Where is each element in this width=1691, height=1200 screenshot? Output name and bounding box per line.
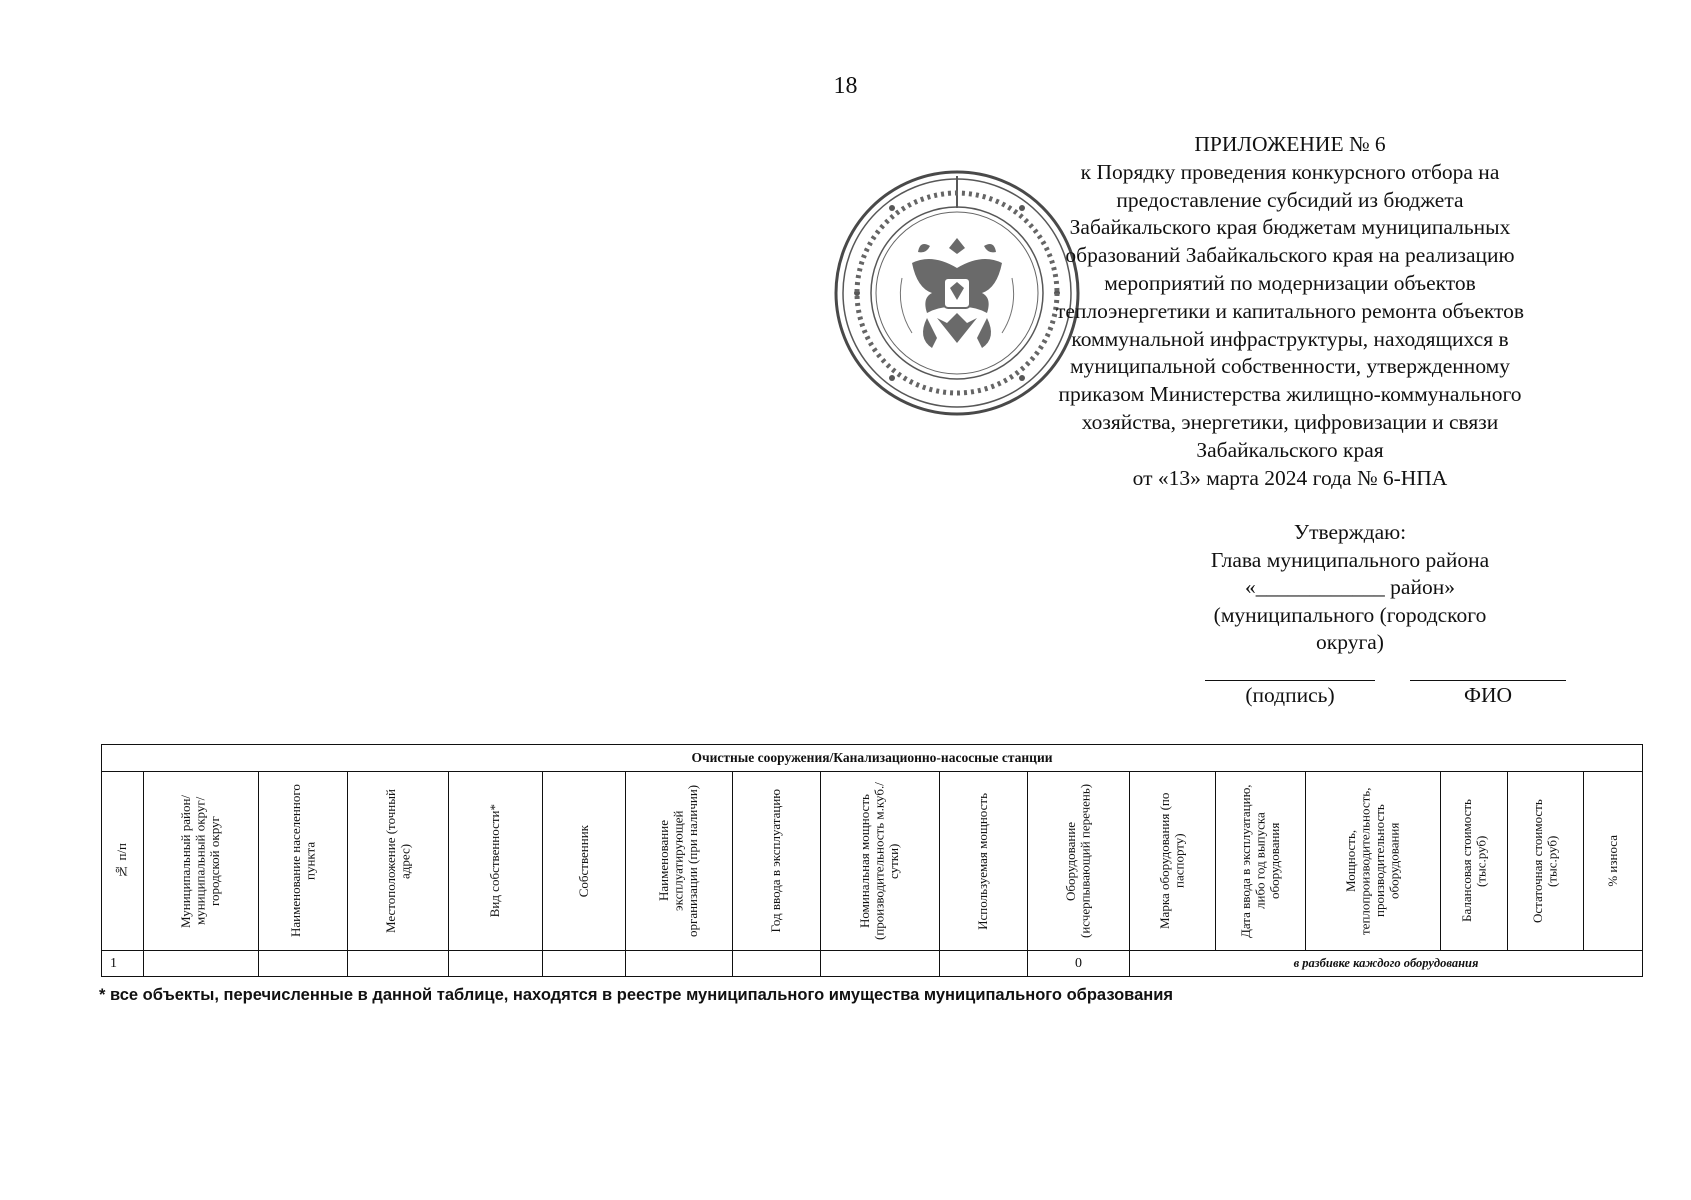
column-header: Наименование эксплуатирующей организации (при наличии) <box>626 772 733 951</box>
table-cell <box>144 951 259 977</box>
approval-line: Утверждаю: <box>1293 520 1407 544</box>
table-cell <box>940 951 1028 977</box>
appendix-line: образований Забайкальского края на реализацию <box>1065 243 1515 268</box>
appendix-line: мероприятий по модернизации объектов <box>1104 270 1476 295</box>
column-header: Оборудование (исчерпывающий перечень) <box>1028 772 1130 951</box>
table-cell <box>626 951 733 977</box>
table-cell <box>543 951 626 977</box>
table-cell <box>821 951 940 977</box>
approval-block <box>1200 519 1500 657</box>
approval-line: «____________ район» <box>1245 575 1455 599</box>
appendix-line: коммунальной инфраструктуры, находящихся в <box>1071 326 1509 351</box>
column-header: Марка оборудования (по паспорту) <box>1130 772 1216 951</box>
footnote: * все объекты, перечисленные в данной таблице, находятся в реестре муниципального имущества муниципального образования <box>99 986 1174 1004</box>
column-header: Муниципальный район/муниципальный округ/городской округ <box>144 772 259 951</box>
appendix-line: ПРИЛОЖЕНИЕ № 6 <box>1194 132 1386 156</box>
name-line <box>1410 680 1566 681</box>
table-header-row <box>102 772 1643 951</box>
table-cell <box>259 951 348 977</box>
column-header: Вид собственности* <box>449 772 543 951</box>
row-number: 1 <box>102 951 144 977</box>
equipment-cell: 0 <box>1028 951 1130 977</box>
column-header: Год ввода в эксплуатацию <box>733 772 821 951</box>
appendix-line: Забайкальского края бюджетам муниципальных <box>1069 215 1511 240</box>
table-caption: Очистные сооружения/Канализационно-насосные станции <box>102 745 1643 772</box>
signature-line <box>1205 680 1375 681</box>
column-header: % износа <box>1584 772 1643 951</box>
column-header: № п/п <box>102 772 144 951</box>
facilities-table <box>101 744 1643 977</box>
equipment-note: в разбивке каждого оборудования <box>1130 951 1643 977</box>
column-header: Дата ввода в эксплуатацию, либо год выпуска оборудования <box>1216 772 1306 951</box>
column-header: Собственник <box>543 772 626 951</box>
table-cell <box>449 951 543 977</box>
appendix-line: хозяйства, энергетики, цифровизации и связи <box>1081 409 1499 434</box>
table-cell <box>733 951 821 977</box>
page-number: 18 <box>833 73 858 99</box>
column-header: Наименование населенного пункта <box>259 772 348 951</box>
appendix-line: муниципальной собственности, утвержденному <box>1069 354 1511 379</box>
appendix-line: приказом Министерства жилищно-коммунального <box>1058 382 1522 407</box>
column-header: Мощность, теплопроизводительность, производительность оборудования <box>1306 772 1441 951</box>
appendix-line: теплоэнергетики и капитального ремонта объектов <box>1055 298 1525 323</box>
table-row <box>102 951 1643 977</box>
approval-line: округа) <box>1316 630 1384 654</box>
appendix-line: предоставление субсидий из бюджета <box>1116 187 1464 212</box>
appendix-line: к Порядку проведения конкурсного отбора на <box>1080 159 1500 184</box>
name-label: ФИО <box>1463 683 1513 707</box>
approval-line: (муниципального (городского <box>1213 602 1487 627</box>
column-header: Используемая мощность <box>940 772 1028 951</box>
column-header: Остаточная стоимость (тыс.руб) <box>1508 772 1584 951</box>
appendix-line: Забайкальского края <box>1196 437 1384 462</box>
approval-line: Глава муниципального района <box>1210 547 1490 572</box>
column-header: Балансовая стоимость (тыс.руб) <box>1441 772 1508 951</box>
column-header: Номинальная мощность (производительность м.куб./сутки) <box>821 772 940 951</box>
appendix-line: от «13» марта 2024 года № 6-НПА <box>1132 465 1448 490</box>
table-cell <box>348 951 449 977</box>
column-header: Местоположение (точный адрес) <box>348 772 449 951</box>
signature-label: (подпись) <box>1245 683 1335 707</box>
appendix-header <box>1025 131 1555 492</box>
